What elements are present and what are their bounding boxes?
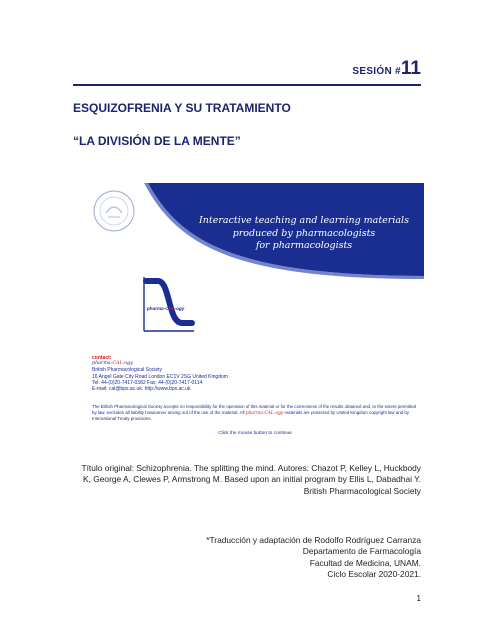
contact-block xyxy=(92,355,228,392)
disclaimer xyxy=(92,404,418,422)
slide-headline xyxy=(190,215,418,253)
disclaimer-text: The British Pharmacological Society accepts no responsibility for the operation of this material or for the correctness of the results obtained and, to the extent permitted by law, excludes all liability howsoever arising out of the use of the material. All xyxy=(92,404,417,415)
credit-line: Facultad de Medicina, UNAM. xyxy=(309,557,421,568)
logo-cal: CAL xyxy=(165,306,175,311)
pharmacalogy-logo-icon xyxy=(140,271,196,335)
session-digit: 11 xyxy=(400,58,421,79)
brand-cal: CAL xyxy=(112,361,123,367)
logo-wordmark xyxy=(147,306,184,311)
click-to-continue: Click the mouse button to continue xyxy=(218,431,292,436)
brand-suffix: -ogy xyxy=(122,361,133,367)
credit-line: *Traducción y adaptación de Rodolfo Rodríguez Carranza xyxy=(206,535,421,545)
slide-image xyxy=(86,183,424,439)
session-word: SESIÓN # xyxy=(352,66,401,77)
image-caption: Título original: Schizophrenia. The splitting the mind. Autores: Chazot P, Kelley L, Huckbody K, George A, Clewes P, Armstrong M. Based upon an initial program by Ellis L, Dabadhai Y. British Pharmacological Society xyxy=(81,463,421,496)
page-subtitle: “LA DIVISIÓN DE LA MENTE” xyxy=(73,134,241,148)
contact-line: Tel: 44-(0)20-7417-0382 Fax: 44-(0)20-7417-0114 xyxy=(92,379,203,386)
contact-line: British Pharmacological Society xyxy=(92,367,163,374)
logo-suffix: -ogy xyxy=(174,306,185,311)
headline-line: for pharmacologists xyxy=(255,240,353,251)
contact-line: 16 Angel Gate City Road London EC1V 2SG United Kingdom xyxy=(92,373,228,380)
logo-prefix: pharma- xyxy=(147,306,166,311)
translation-credits xyxy=(150,535,421,580)
brand-prefix: pharma- xyxy=(92,361,113,367)
society-seal-icon xyxy=(92,189,136,233)
page-title: ESQUIZOFRENIA Y SU TRATAMIENTO xyxy=(73,101,291,115)
credit-line: Ciclo Escolar 2020-2021. xyxy=(327,568,421,579)
contact-line: E-mail: cal@bps.ac.uk. http://www.bps.ac.uk xyxy=(92,386,191,393)
disclaimer-text: materials are protected by United Kingdom copyright law and by International Treaty provisions. xyxy=(92,409,409,422)
credit-line: Departamento de Farmacología xyxy=(302,546,421,557)
headline-line: produced by pharmacologists xyxy=(232,227,376,239)
header-rule xyxy=(73,84,421,86)
session-number xyxy=(352,58,421,80)
page-number: 1 xyxy=(416,593,421,603)
disclaimer-brand: pharma-CAL-ogy xyxy=(245,410,284,416)
headline-line: Interactive teaching and learning materials xyxy=(199,215,409,226)
contact-label: contact: xyxy=(92,355,112,361)
